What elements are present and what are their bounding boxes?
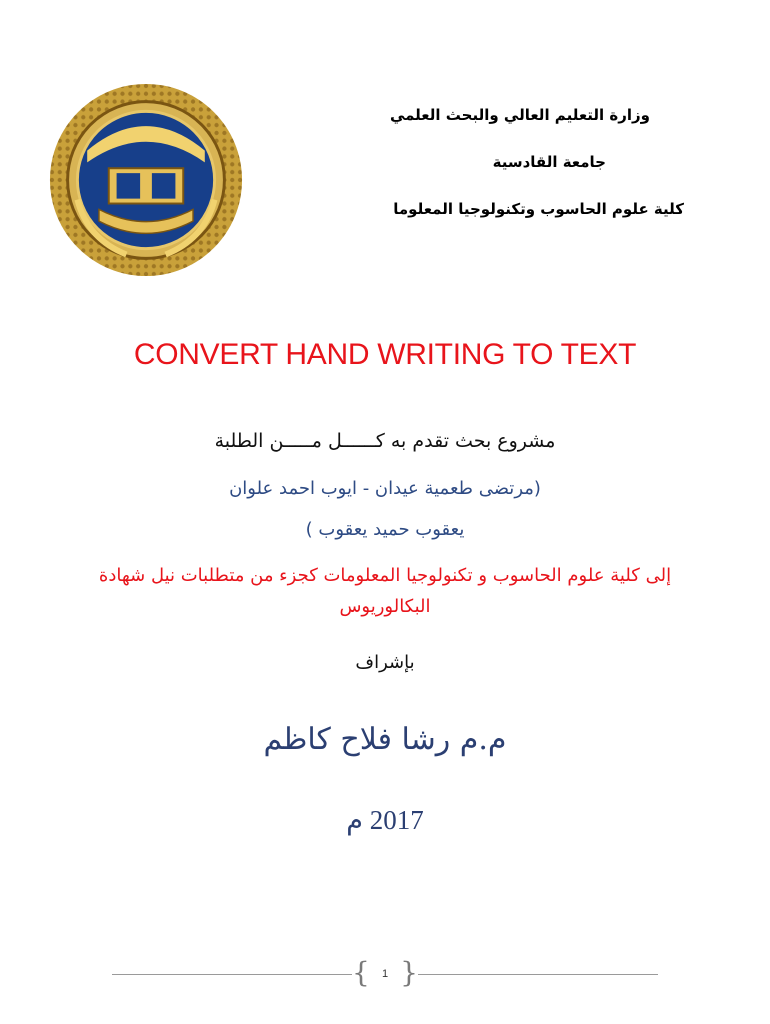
footer-brace-right: } (400, 956, 418, 989)
page-number: 1 (381, 968, 389, 980)
students-line-1: (مرتضى طعمية عيدان - ايوب احمد علوان (229, 478, 541, 499)
purpose-line-1: إلى كلية علوم الحاسوب و تكنولوجيا المعلومات كجزء من متطلبات نيل شهادة (98, 565, 672, 586)
project-title: CONVERT HAND WRITING TO TEXT (133, 338, 637, 371)
year: 2017 م (346, 805, 424, 835)
footer-divider-right (418, 974, 658, 975)
page-footer (112, 956, 658, 990)
footer-brace-left: { (352, 956, 370, 989)
university-heading: جامعة القادسية (492, 153, 606, 171)
ministry-heading: وزارة التعليم العالي والبحث العلمي (389, 106, 650, 124)
supervisor-name: م.م رشا فلاح كاظم (263, 722, 507, 757)
college-heading: كلية علوم الحاسوب وتكنولوجيا المعلوما (393, 200, 684, 218)
university-seal-logo (48, 82, 244, 278)
supervision-label: بإشراف (355, 652, 415, 673)
purpose-line-2: البكالوريوس (339, 596, 431, 617)
project-subtitle: مشروع بحث تقدم به كــــــل مـــــن الطلبة (214, 430, 556, 452)
students-line-2: يعقوب حميد يعقوب ) (305, 519, 465, 540)
